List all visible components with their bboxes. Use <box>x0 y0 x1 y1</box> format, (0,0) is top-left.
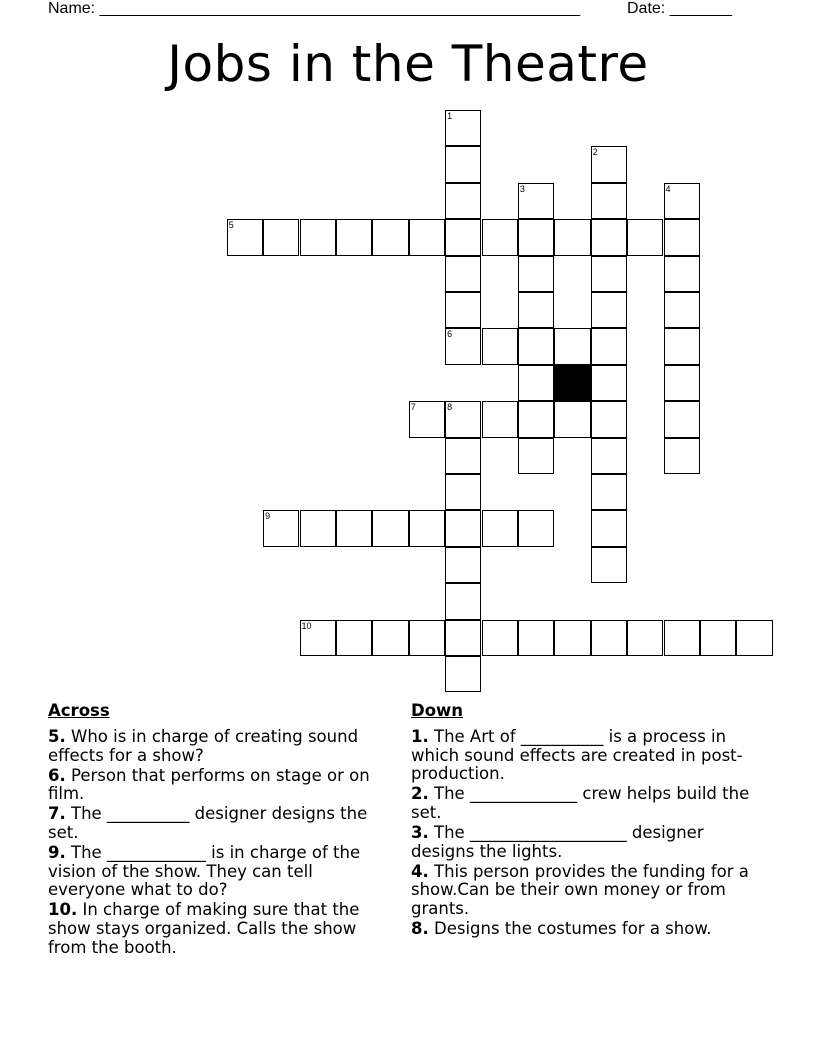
crossword-cell[interactable] <box>445 183 481 219</box>
crossword-cell[interactable] <box>445 256 481 292</box>
crossword-cell[interactable] <box>336 620 372 656</box>
clue-text: Designs the costumes for a show. <box>434 918 712 938</box>
clue-text: This person provides the funding for a show.Can be their own money or from grants. <box>411 861 749 918</box>
crossword-cell[interactable] <box>591 620 627 656</box>
down-clue <box>411 824 761 861</box>
crossword-cell[interactable] <box>482 620 518 656</box>
crossword-cell[interactable] <box>518 620 554 656</box>
crossword-cell[interactable] <box>409 510 445 546</box>
crossword-cell[interactable] <box>518 328 554 364</box>
clue-number: 8. <box>411 918 429 938</box>
crossword-cell[interactable] <box>263 219 299 255</box>
clue-number-label: 3 <box>519 183 525 194</box>
clue-number: 5. <box>48 727 66 746</box>
crossword-cell[interactable] <box>336 219 372 255</box>
crossword-cell[interactable] <box>518 510 554 546</box>
clue-number: 3. <box>411 822 429 842</box>
clue-text: The ____________ is in charge of the vision of the show. They can tell everyone what to do? <box>48 843 361 900</box>
crossword-cell[interactable] <box>518 256 554 292</box>
clue-number-label: 2 <box>592 147 598 158</box>
crossword-cell[interactable] <box>664 620 700 656</box>
crossword-cell[interactable] <box>518 219 554 255</box>
crossword-cell[interactable] <box>445 620 481 656</box>
across-clues <box>48 700 388 959</box>
crossword-cell[interactable] <box>700 620 736 656</box>
crossword-cell[interactable] <box>591 401 627 437</box>
crossword-cell[interactable] <box>518 365 554 401</box>
crossword-cell[interactable] <box>300 510 336 546</box>
clue-number: 4. <box>411 861 429 881</box>
clue-text: The _____________ crew helps build the set. <box>411 784 750 822</box>
crossword-cell[interactable] <box>518 438 554 474</box>
crossword-cell[interactable] <box>372 219 408 255</box>
crossword-cell[interactable] <box>482 510 518 546</box>
crossword-cell[interactable] <box>445 219 481 255</box>
clue-number: 7. <box>48 804 66 824</box>
crossword-cell[interactable] <box>445 510 481 546</box>
crossword-cell-2[interactable] <box>591 146 627 182</box>
across-clue <box>48 844 388 900</box>
clue-number-label: 1 <box>447 111 453 121</box>
crossword-cell[interactable] <box>591 438 627 474</box>
down-heading: Down <box>411 701 464 720</box>
crossword-cell[interactable] <box>445 474 481 510</box>
down-clue <box>411 785 761 822</box>
crossword-cell[interactable] <box>664 292 700 328</box>
clue-number: 2. <box>411 784 429 804</box>
crossword-cell[interactable] <box>336 510 372 546</box>
crossword-cell[interactable] <box>482 401 518 437</box>
crossword-cell[interactable] <box>591 328 627 364</box>
crossword-cell[interactable] <box>627 620 663 656</box>
clue-text: Who is in charge of creating sound effects for a show? <box>48 727 359 765</box>
crossword-cell[interactable] <box>664 328 700 364</box>
black-cell <box>554 365 590 401</box>
clue-text: The __________ designer designs the set. <box>48 804 368 842</box>
crossword-cell[interactable] <box>554 620 590 656</box>
clue-number-label: 6 <box>447 329 453 340</box>
crossword-cell[interactable] <box>591 510 627 546</box>
crossword-cell[interactable] <box>372 620 408 656</box>
crossword-cell-9[interactable] <box>263 510 299 546</box>
crossword-cell[interactable] <box>591 365 627 401</box>
crossword-cell[interactable] <box>445 547 481 583</box>
crossword-cell-10[interactable] <box>300 620 336 656</box>
crossword-cell[interactable] <box>518 401 554 437</box>
crossword-cell[interactable] <box>591 547 627 583</box>
clue-number: 9. <box>48 843 66 863</box>
crossword-cell[interactable] <box>482 328 518 364</box>
crossword-cell[interactable] <box>591 183 627 219</box>
down-clues <box>411 700 761 940</box>
crossword-cell[interactable] <box>664 256 700 292</box>
crossword-cell[interactable] <box>554 328 590 364</box>
crossword-cell[interactable] <box>409 219 445 255</box>
clue-number: 6. <box>48 765 66 785</box>
clue-number-label: 8 <box>447 402 453 413</box>
clue-number: 1. <box>411 727 429 746</box>
crossword-cell[interactable] <box>554 219 590 255</box>
across-clue <box>48 901 388 957</box>
crossword-cell[interactable] <box>627 219 663 255</box>
clue-number-label: 9 <box>265 511 271 522</box>
clue-number-label: 5 <box>228 220 234 231</box>
clue-text: The Art of __________ is a process in which sound effects are created in post-production. <box>411 727 743 784</box>
crossword-cell[interactable] <box>591 219 627 255</box>
crossword-cell-4[interactable] <box>664 183 700 219</box>
crossword-cell[interactable] <box>591 256 627 292</box>
clue-text: In charge of making sure that the show stays organized. Calls the show from the booth. <box>48 900 360 957</box>
down-clue <box>411 920 761 939</box>
crossword-cell[interactable] <box>300 219 336 255</box>
crossword-cell[interactable] <box>445 583 481 619</box>
down-clue <box>411 863 761 919</box>
name-field-label: Name: ______________________________________________________ <box>48 0 581 17</box>
crossword-cell[interactable] <box>664 438 700 474</box>
clue-text: Person that performs on stage or on film. <box>48 765 370 804</box>
crossword-cell[interactable] <box>664 401 700 437</box>
across-clue <box>48 728 388 765</box>
crossword-cell[interactable] <box>664 219 700 255</box>
crossword-cell-5[interactable] <box>227 219 263 255</box>
crossword-cell[interactable] <box>736 620 772 656</box>
crossword-cell-7[interactable] <box>409 401 445 437</box>
crossword-cell[interactable] <box>591 292 627 328</box>
crossword-cell[interactable] <box>445 438 481 474</box>
down-clue <box>411 728 761 784</box>
crossword-cell[interactable] <box>409 620 445 656</box>
clue-number-label: 7 <box>410 402 416 413</box>
crossword-cell[interactable] <box>664 365 700 401</box>
clue-number: 10. <box>48 900 78 920</box>
crossword-cell[interactable] <box>482 219 518 255</box>
crossword-cell[interactable] <box>445 656 481 692</box>
crossword-cell-8[interactable] <box>445 401 481 437</box>
crossword-cell[interactable] <box>554 401 590 437</box>
crossword-cell-6[interactable] <box>445 328 481 364</box>
crossword-cell[interactable] <box>591 474 627 510</box>
across-clue <box>48 767 388 804</box>
crossword-cell[interactable] <box>372 510 408 546</box>
crossword-cell[interactable] <box>518 292 554 328</box>
crossword-cell[interactable] <box>445 146 481 182</box>
clue-number-label: 10 <box>301 620 312 631</box>
crossword-cell-1[interactable] <box>445 110 481 146</box>
crossword-cell[interactable] <box>445 292 481 328</box>
across-clue <box>48 805 388 842</box>
across-heading: Across <box>48 701 110 720</box>
page-title: Jobs in the Theatre <box>167 35 649 93</box>
crossword-cell-3[interactable] <box>518 183 554 219</box>
date-field-label: Date: _______ <box>627 0 732 17</box>
clue-number-label: 4 <box>665 183 671 194</box>
clue-text: The ___________________ designer designs the lights. <box>411 822 704 861</box>
